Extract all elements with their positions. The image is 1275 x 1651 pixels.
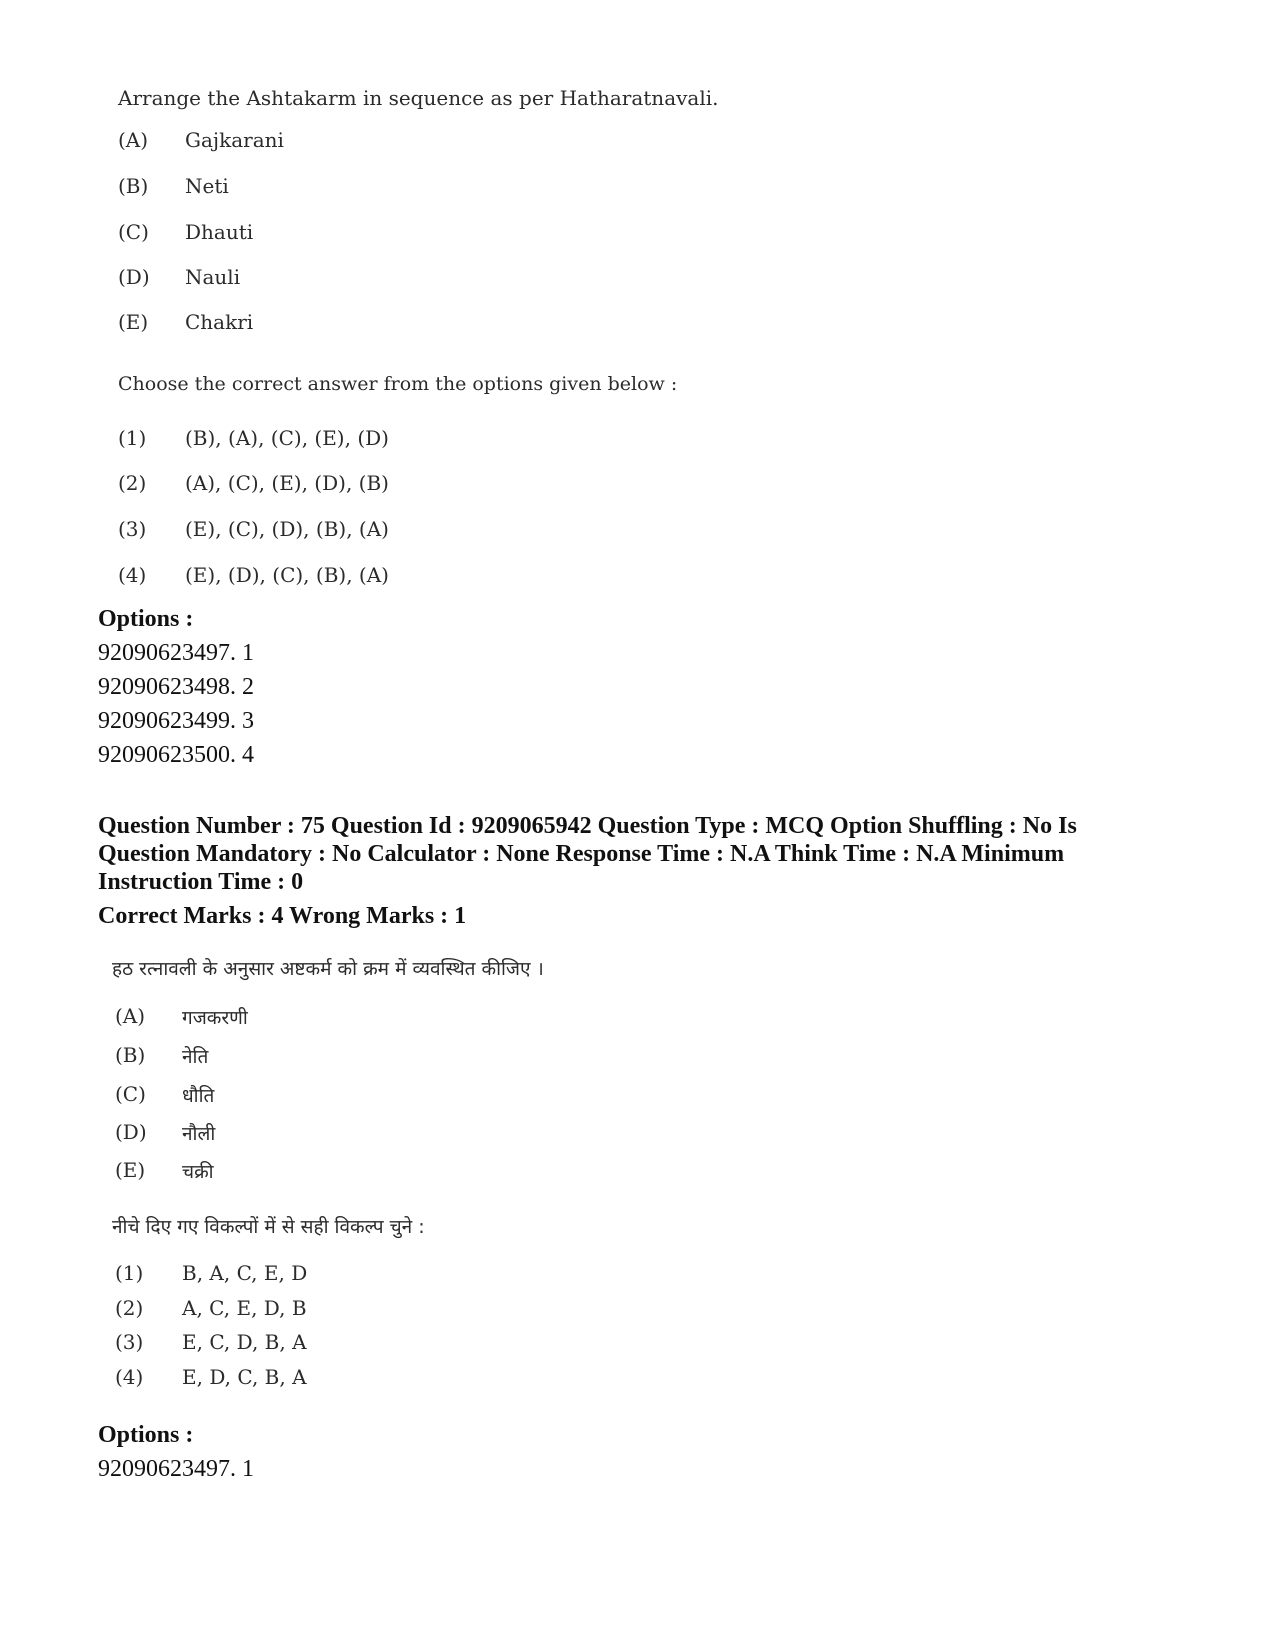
q75-answer-label: (4) [115, 1365, 144, 1389]
options-heading: Options : [98, 606, 194, 632]
q75-item-label: (A) [115, 1004, 146, 1028]
marks-line: Correct Marks : 4 Wrong Marks : 1 [98, 903, 467, 929]
q75-item-label: (D) [115, 1120, 147, 1144]
q74-answer-text: (B), (A), (C), (E), (D) [185, 426, 389, 450]
q74-item-label: (D) [118, 265, 150, 289]
q74-answer-label: (4) [118, 563, 147, 587]
option-line: 92090623497. 1 [98, 1456, 254, 1482]
q75-item-label: (B) [115, 1043, 146, 1067]
q74-answer-text: (E), (D), (C), (B), (A) [185, 563, 389, 587]
q74-item-label: (C) [118, 220, 149, 244]
q74-item-text: Nauli [185, 265, 241, 289]
q74-choose-text: Choose the correct answer from the options given below : [118, 373, 678, 395]
q75-prompt: हठ रत्नावली के अनुसार अष्टकर्म को क्रम में व्यवस्थित कीजिए । [112, 958, 544, 980]
q75-item-text: गजकरणी [182, 1007, 248, 1029]
q74-item-text: Gajkarani [185, 128, 284, 152]
q74-item-label: (A) [118, 128, 149, 152]
option-line: 92090623498. 2 [98, 674, 254, 700]
option-line: 92090623499. 3 [98, 708, 254, 734]
q74-answer-text: (E), (C), (D), (B), (A) [185, 517, 389, 541]
q75-answer-text: E, C, D, B, A [182, 1330, 307, 1354]
option-line: 92090623497. 1 [98, 640, 254, 666]
q74-item-text: Neti [185, 174, 229, 198]
q75-item-text: चक्री [182, 1161, 214, 1183]
q75-answer-text: B, A, C, E, D [182, 1261, 308, 1285]
q74-answer-label: (1) [118, 426, 147, 450]
q75-item-text: नौली [182, 1123, 216, 1145]
q74-answer-text: (A), (C), (E), (D), (B) [185, 471, 389, 495]
options-heading: Options : [98, 1422, 194, 1448]
option-line: 92090623500. 4 [98, 742, 254, 768]
q75-answer-label: (1) [115, 1261, 144, 1285]
q75-item-label: (E) [115, 1158, 146, 1182]
q75-answer-label: (3) [115, 1330, 144, 1354]
question-meta-line: Instruction Time : 0 [98, 869, 304, 895]
q75-answer-label: (2) [115, 1296, 144, 1320]
q74-prompt: Arrange the Ashtakarm in sequence as per Hatharatnavali. [118, 86, 719, 110]
q75-item-text: नेति [182, 1046, 209, 1068]
q75-answer-text: E, D, C, B, A [182, 1365, 307, 1389]
question-meta-line: Question Mandatory : No Calculator : None Response Time : N.A Think Time : N.A Minimum [98, 841, 1065, 867]
question-meta-line: Question Number : 75 Question Id : 9209065942 Question Type : MCQ Option Shuffling : No Is [98, 813, 1077, 839]
q75-answer-text: A, C, E, D, B [182, 1296, 307, 1320]
q74-item-label: (B) [118, 174, 149, 198]
q74-item-text: Chakri [185, 310, 254, 334]
q74-item-label: (E) [118, 310, 149, 334]
q75-item-text: धौति [182, 1085, 215, 1107]
q75-choose-text: नीचे दिए गए विकल्पों में से सही विकल्प चुने : [112, 1216, 425, 1238]
q75-item-label: (C) [115, 1082, 146, 1106]
q74-item-text: Dhauti [185, 220, 254, 244]
q74-answer-label: (2) [118, 471, 147, 495]
q74-answer-label: (3) [118, 517, 147, 541]
